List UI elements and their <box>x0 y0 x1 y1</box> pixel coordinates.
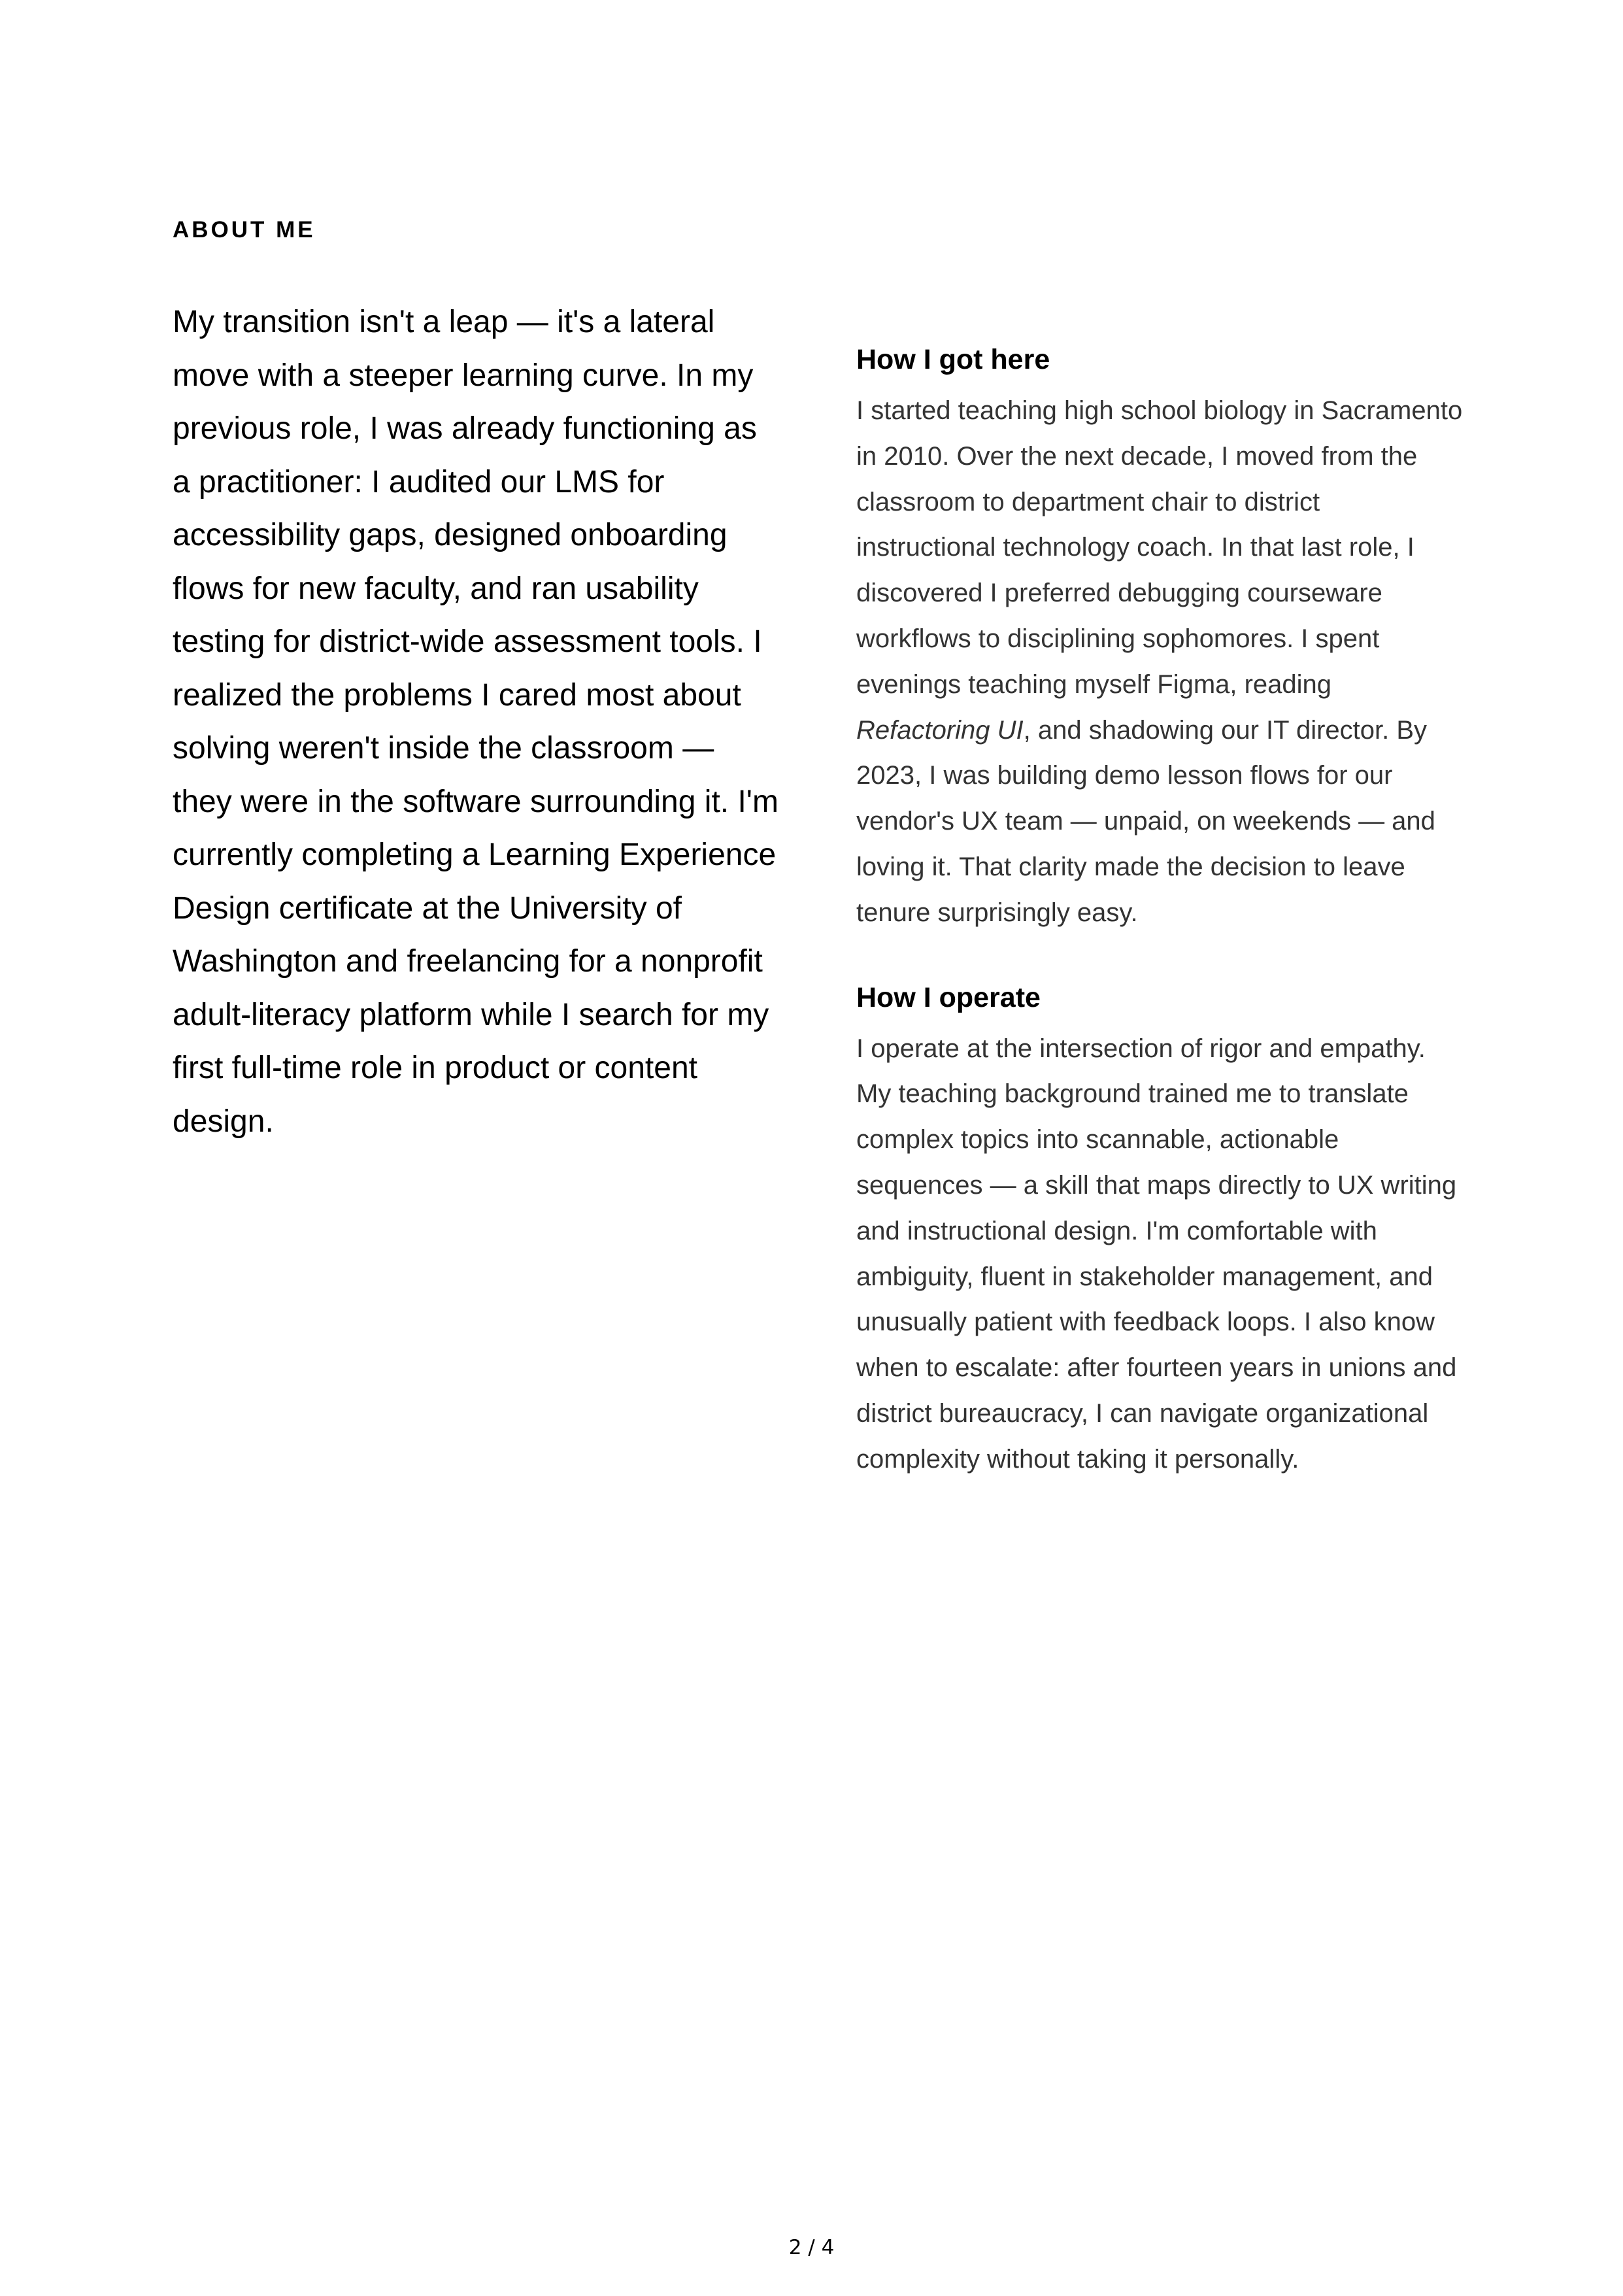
how-i-got-here-section <box>856 335 1464 936</box>
how-i-got-here-text <box>856 388 1464 936</box>
how-i-got-here-heading: How I got here <box>856 344 1050 375</box>
section-label: ABOUT ME <box>173 217 316 243</box>
page-number: 2 / 4 <box>788 2236 835 2259</box>
lead-paragraph: My transition isn't a leap — it's a lateral move with a steeper learning curve. In my previous role, I was already functioning as a practitioner: I audited our LMS for accessibility gaps, designed onboarding flows for new faculty, and ran usability testing for district-wide assessment tools. I realized the problems I cared most about solving weren't inside the classroom — they were in the software surrounding it. I'm currently completing a Learning Experience Design certificate at the University of Washington and freelancing for a nonprofit adult-literacy platform while I search for my first full-time role in product or content design. <box>173 305 778 1139</box>
section-spacer <box>856 936 1464 973</box>
how-i-got-here-text-after: , and shadowing our IT director. By 2023, I was building demo lesson flows for our vendor's UX team — unpaid, on weekends — and loving it. That clarity made the decision to leave tenure surprisingly easy. <box>856 715 1435 927</box>
how-i-operate-text: I operate at the intersection of rigor and empathy. My teaching background trained me to translate complex topics into scannable, actionable sequences — a skill that maps directly to UX writing and instructional design. I'm comfortable with ambiguity, fluent in stakeholder management, and unusually patient with feedback loops. I also know when to escalate: after fourteen years in unions and district bureaucracy, I can navigate organizational complexity without taking it personally. <box>856 1034 1457 1474</box>
how-i-got-here-text-before: I started teaching high school biology in Sacramento in 2010. Over the next decade, I moved from the classroom to department chair to district instructional technology coach. In that last role, I discovered I preferred debugging courseware workflows to disciplining sophomores. I spent evenings teaching myself Figma, reading <box>856 396 1463 699</box>
how-i-operate-section <box>856 973 1464 1483</box>
book-title: Refactoring UI <box>856 715 1024 745</box>
right-column <box>856 335 1464 1483</box>
how-i-operate-heading: How I operate <box>856 981 1041 1013</box>
